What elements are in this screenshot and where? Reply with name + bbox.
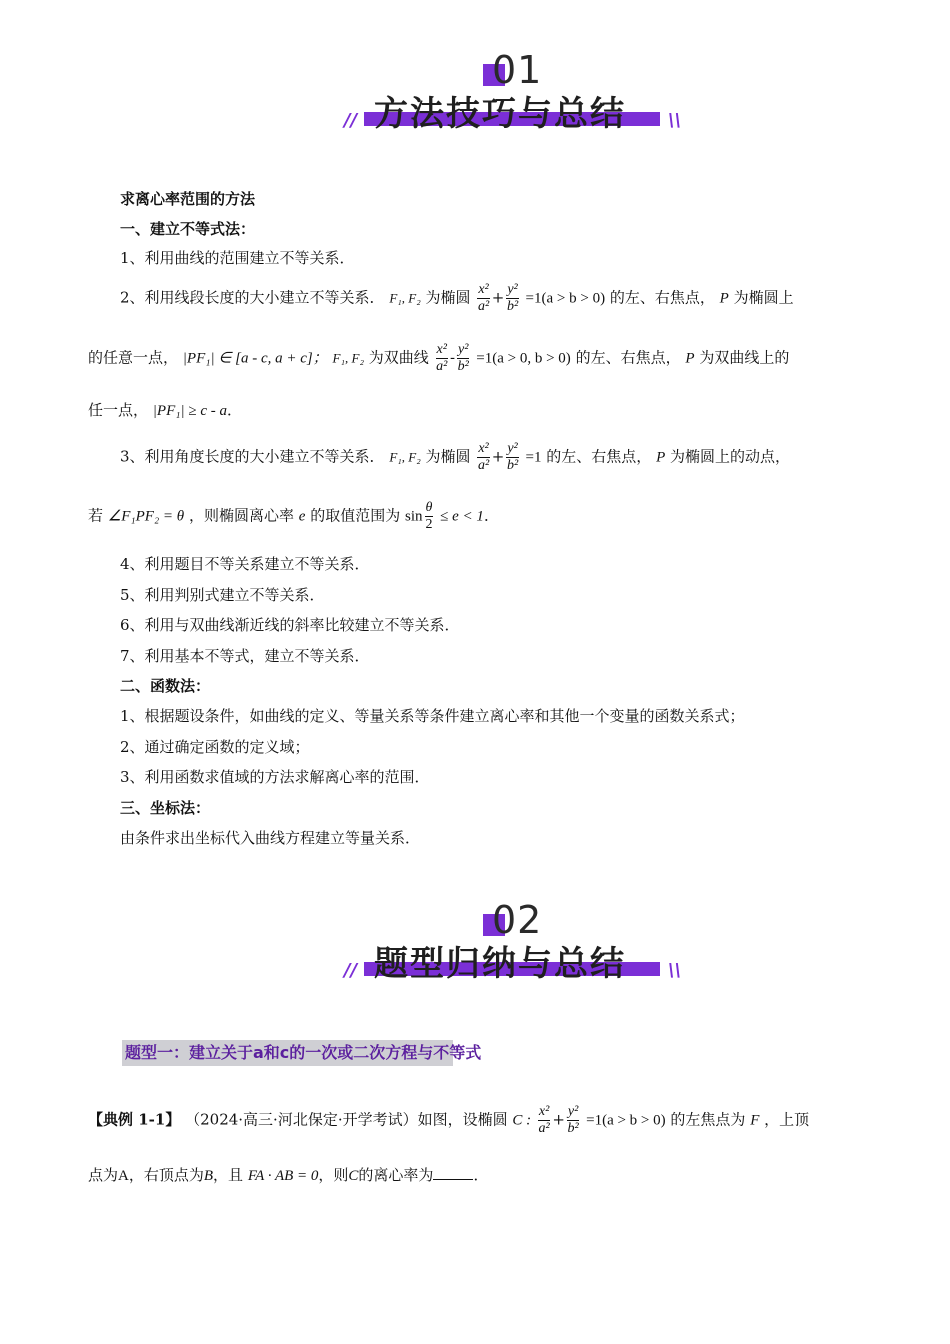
- part2-title: 二、函数法：: [120, 677, 211, 695]
- section-title: 题型归纳与总结: [374, 944, 626, 984]
- function-item-2: 2、通过确定函数的定义域；: [120, 738, 310, 756]
- question-type-heading: 题型一：建立关于a和c的一次或二次方程与不等式: [122, 1040, 453, 1066]
- coordinate-item-1: 由条件求出坐标代入曲线方程建立等量关系．: [120, 829, 421, 847]
- section-number: 01: [492, 48, 543, 92]
- item-4: 4、利用题目不等关系建立不等关系．: [120, 555, 370, 573]
- slash-decoration-right: \\: [668, 960, 682, 981]
- item-3-continued: 若 ∠F₁PF₂ = θ ，则椭圆离心率 e 的取值范围为 sin $\frac{\theta}{2}$ ≤ e < 1．: [88, 500, 499, 532]
- section-title: 方法技巧与总结: [374, 94, 626, 134]
- part1-title: 一、建立不等式法：: [120, 220, 256, 238]
- answer-blank[interactable]: [433, 1165, 473, 1180]
- item-5: 5、利用判别式建立不等关系．: [120, 586, 325, 604]
- item-2-continued: 的任意一点， |PF₁| ∈ [a - c, a + c]； F₁, F₂ 为双曲线 $\frac{\text{x²}}{\text{a²}}$ - $\frac{\text{y²}}{\text{b²}}$ =1(a > 0, b > 0) 的左、右焦点， P 为双曲线上的: [88, 342, 790, 374]
- function-item-1: 1、根据题设条件，如曲线的定义、等量关系等条件建立离心率和其他一个变量的函数关系式；: [120, 707, 745, 725]
- part3-title: 三、坐标法：: [120, 799, 211, 817]
- section-banner-2: [340, 898, 685, 1002]
- item-3: 3、利用角度长度的大小建立不等关系． F₁, F₂ 为椭圆 $\frac{\text{x²}}{\text{a²}}$ + $\frac{\text{y²}}{\text{b²}}$ =1 的左、右焦点， P 为椭圆上的动点，: [120, 441, 791, 473]
- item-2: 2、利用线段长度的大小建立不等关系． F₁, F₂ 为椭圆 $\frac{\text{x²}}{\text{a²}}$ + $\frac{\text{y²}}{\text{b²}}$ =1(a > b > 0) 的左、右焦点， P 为椭圆上: [120, 282, 794, 314]
- item-1: 1、利用曲线的范围建立不等关系．: [120, 249, 355, 267]
- section-number: 02: [492, 898, 543, 942]
- item-7: 7、利用基本不等式，建立不等关系．: [120, 647, 370, 665]
- example-line-1: 【典例 1-1】 （2024·高三·河北保定·开学考试）如图，设椭圆 C : $\frac{\text{x²}}{\text{a²}}$ + $\frac{\text{y²}}{\text{b²}}$ =1(a > b > 0) 的左焦点为 F ，上顶: [88, 1104, 810, 1136]
- item-2-end: 任一点， |PF₁| ≥ c - a．: [88, 401, 242, 419]
- item-6: 6、利用与双曲线渐近线的斜率比较建立不等关系．: [120, 616, 460, 634]
- function-item-3: 3、利用函数求值域的方法求解离心率的范围．: [120, 768, 430, 786]
- method-heading: 求离心率范围的方法: [120, 190, 256, 208]
- slash-decoration-right: \\: [668, 110, 682, 131]
- section-banner-1: [340, 48, 685, 152]
- slash-decoration-left: //: [344, 960, 358, 981]
- example-line-2: 点为A，右顶点为B，且 FA · AB = 0，则C的离心率为 ．: [88, 1166, 489, 1184]
- slash-decoration-left: //: [344, 110, 358, 131]
